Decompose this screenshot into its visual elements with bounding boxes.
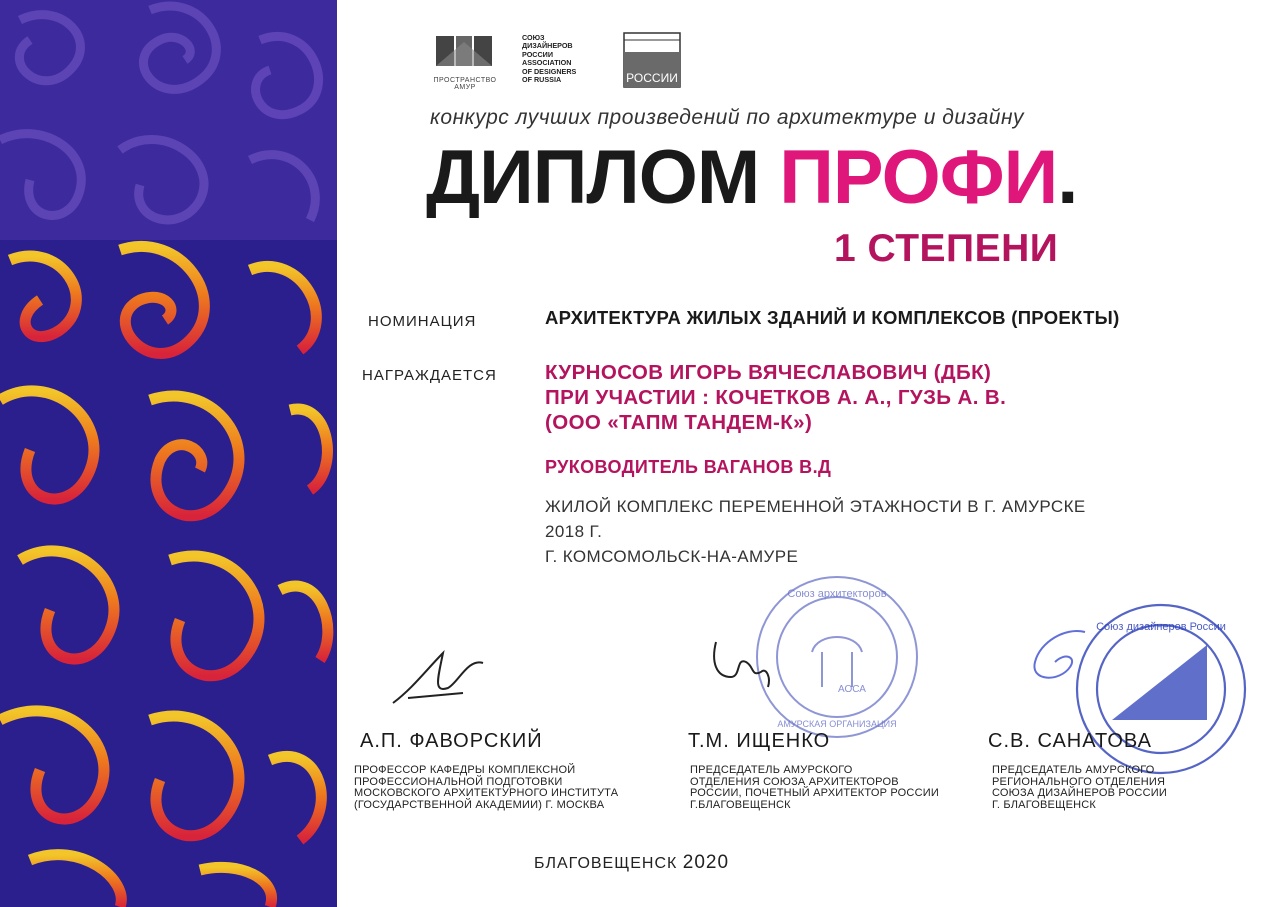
signature-favorsky	[388, 648, 488, 718]
architects-union-logo	[623, 32, 681, 88]
project-city: Г. КОМСОМОЛЬСК-НА-АМУРЕ	[545, 547, 799, 566]
signatory-1-title	[354, 765, 618, 811]
signatory-1-name: А.П. ФАВОРСКИЙ	[360, 730, 543, 752]
diploma-title	[426, 135, 1078, 220]
signatory-3-name: С.В. САНАТОВА	[988, 730, 1152, 752]
project-leader: РУКОВОДИТЕЛЬ ВАГАНОВ В.Д	[545, 457, 832, 477]
signatory-1-desc-line: (ГОСУДАРСТВЕННОЙ АКАДЕМИИ) Г. МОСКВА	[354, 798, 605, 811]
signatory-2-desc-line: ПРЕДСЕДАТЕЛЬ АМУРСКОГО	[690, 764, 853, 776]
signature-ishchenko	[706, 632, 776, 692]
project-description	[545, 494, 1086, 569]
signatory-3-title	[992, 765, 1167, 811]
signatory-2-desc-line: РОССИИ, ПОЧЕТНЫЙ АРХИТЕКТОР РОССИИ	[690, 787, 939, 799]
awardee-name: КУРНОСОВ ИГОРЬ ВЯЧЕСЛАВОВИЧ (ДБК)	[545, 361, 992, 384]
signatory-3-desc-line: СОЮЗА ДИЗАЙНЕРОВ РОССИИ	[992, 787, 1167, 799]
diploma-degree: 1 СТЕПЕНИ	[834, 227, 1059, 270]
signatory-2-desc-line: Г.БЛАГОВЕЩЕНСК	[690, 798, 791, 811]
signatory-3-desc-line: ПРЕДСЕДАТЕЛЬ АМУРСКОГО	[992, 764, 1155, 776]
project-year: 2018 Г.	[545, 522, 603, 541]
signatory-3-desc-line: РЕГИОНАЛЬНОГО ОТДЕЛЕНИЯ	[992, 775, 1166, 788]
architects-union-stamp	[752, 572, 922, 742]
signatory-2-name: Т.М. ИЩЕНКО	[688, 730, 831, 752]
stamp-architects-logo: АОСА	[838, 684, 866, 695]
architects-logo-bottom: РОССИИ	[626, 71, 678, 85]
footer	[534, 852, 729, 874]
signatory-3-desc-line: Г. БЛАГОВЕЩЕНСК	[992, 798, 1097, 811]
signatory-1-desc-line: МОСКОВСКОГО АРХИТЕКТУРНОГО ИНСТИТУТА	[354, 787, 619, 799]
awardee-block	[545, 360, 1006, 435]
signatory-2-title	[690, 765, 939, 811]
nomination-label: НОМИНАЦИЯ	[368, 313, 477, 330]
stamp-architects-bottom: АМУРСКАЯ ОРГАНИЗАЦИЯ	[777, 719, 897, 729]
nomination-value: АРХИТЕКТУРА ЖИЛЫХ ЗДАНИЙ И КОМПЛЕКСОВ (ПРОЕКТЫ)	[545, 307, 1120, 328]
signatory-2-desc-line: ОТДЕЛЕНИЯ СОЮЗА АРХИТЕКТОРОВ	[690, 775, 899, 788]
stamp-architects-top: Союз архитекторов	[787, 588, 887, 600]
title-diploma-word: ДИПЛОМ	[426, 135, 780, 220]
signatory-1-desc-line: ПРОФЕССИОНАЛЬНОЙ ПОДГОТОВКИ	[354, 775, 563, 788]
awardee-company: (ООО «ТАПМ ТАНДЕМ-К»)	[545, 411, 813, 434]
contest-subtitle: конкурс лучших произведений по архитектуре и дизайну	[430, 106, 1025, 129]
footer-city: БЛАГОВЕЩЕНСК	[534, 855, 678, 872]
signatory-1-desc-line: ПРОФЕССОР КАФЕДРЫ КОМПЛЕКСНОЙ	[354, 764, 576, 776]
signature-sanatova	[1015, 622, 1095, 692]
project-title: ЖИЛОЙ КОМПЛЕКС ПЕРЕМЕННОЙ ЭТАЖНОСТИ В Г. АМУРСКЕ	[545, 497, 1086, 516]
title-dot: .	[1057, 135, 1078, 220]
stamp-designers-text: Союз дизайнеров России	[1096, 621, 1226, 633]
akt-logo-caption: ПРОСТРАНСТВО АМУР	[433, 77, 497, 91]
decorative-art-panel	[0, 0, 337, 907]
title-profi-word: ПРОФИ	[779, 135, 1058, 220]
awardee-participants: ПРИ УЧАСТИИ : КОЧЕТКОВ А. А., ГУЗЬ А. В.	[545, 386, 1007, 409]
designers-union-logo-text: СОЮЗ ДИЗАЙНЕРОВ РОССИИ ASSOCIATION OF DESIGNERS OF RUSSIA	[522, 33, 577, 85]
footer-year: 2020	[682, 852, 730, 873]
awarded-label: НАГРАЖДАЕТСЯ	[362, 367, 497, 384]
